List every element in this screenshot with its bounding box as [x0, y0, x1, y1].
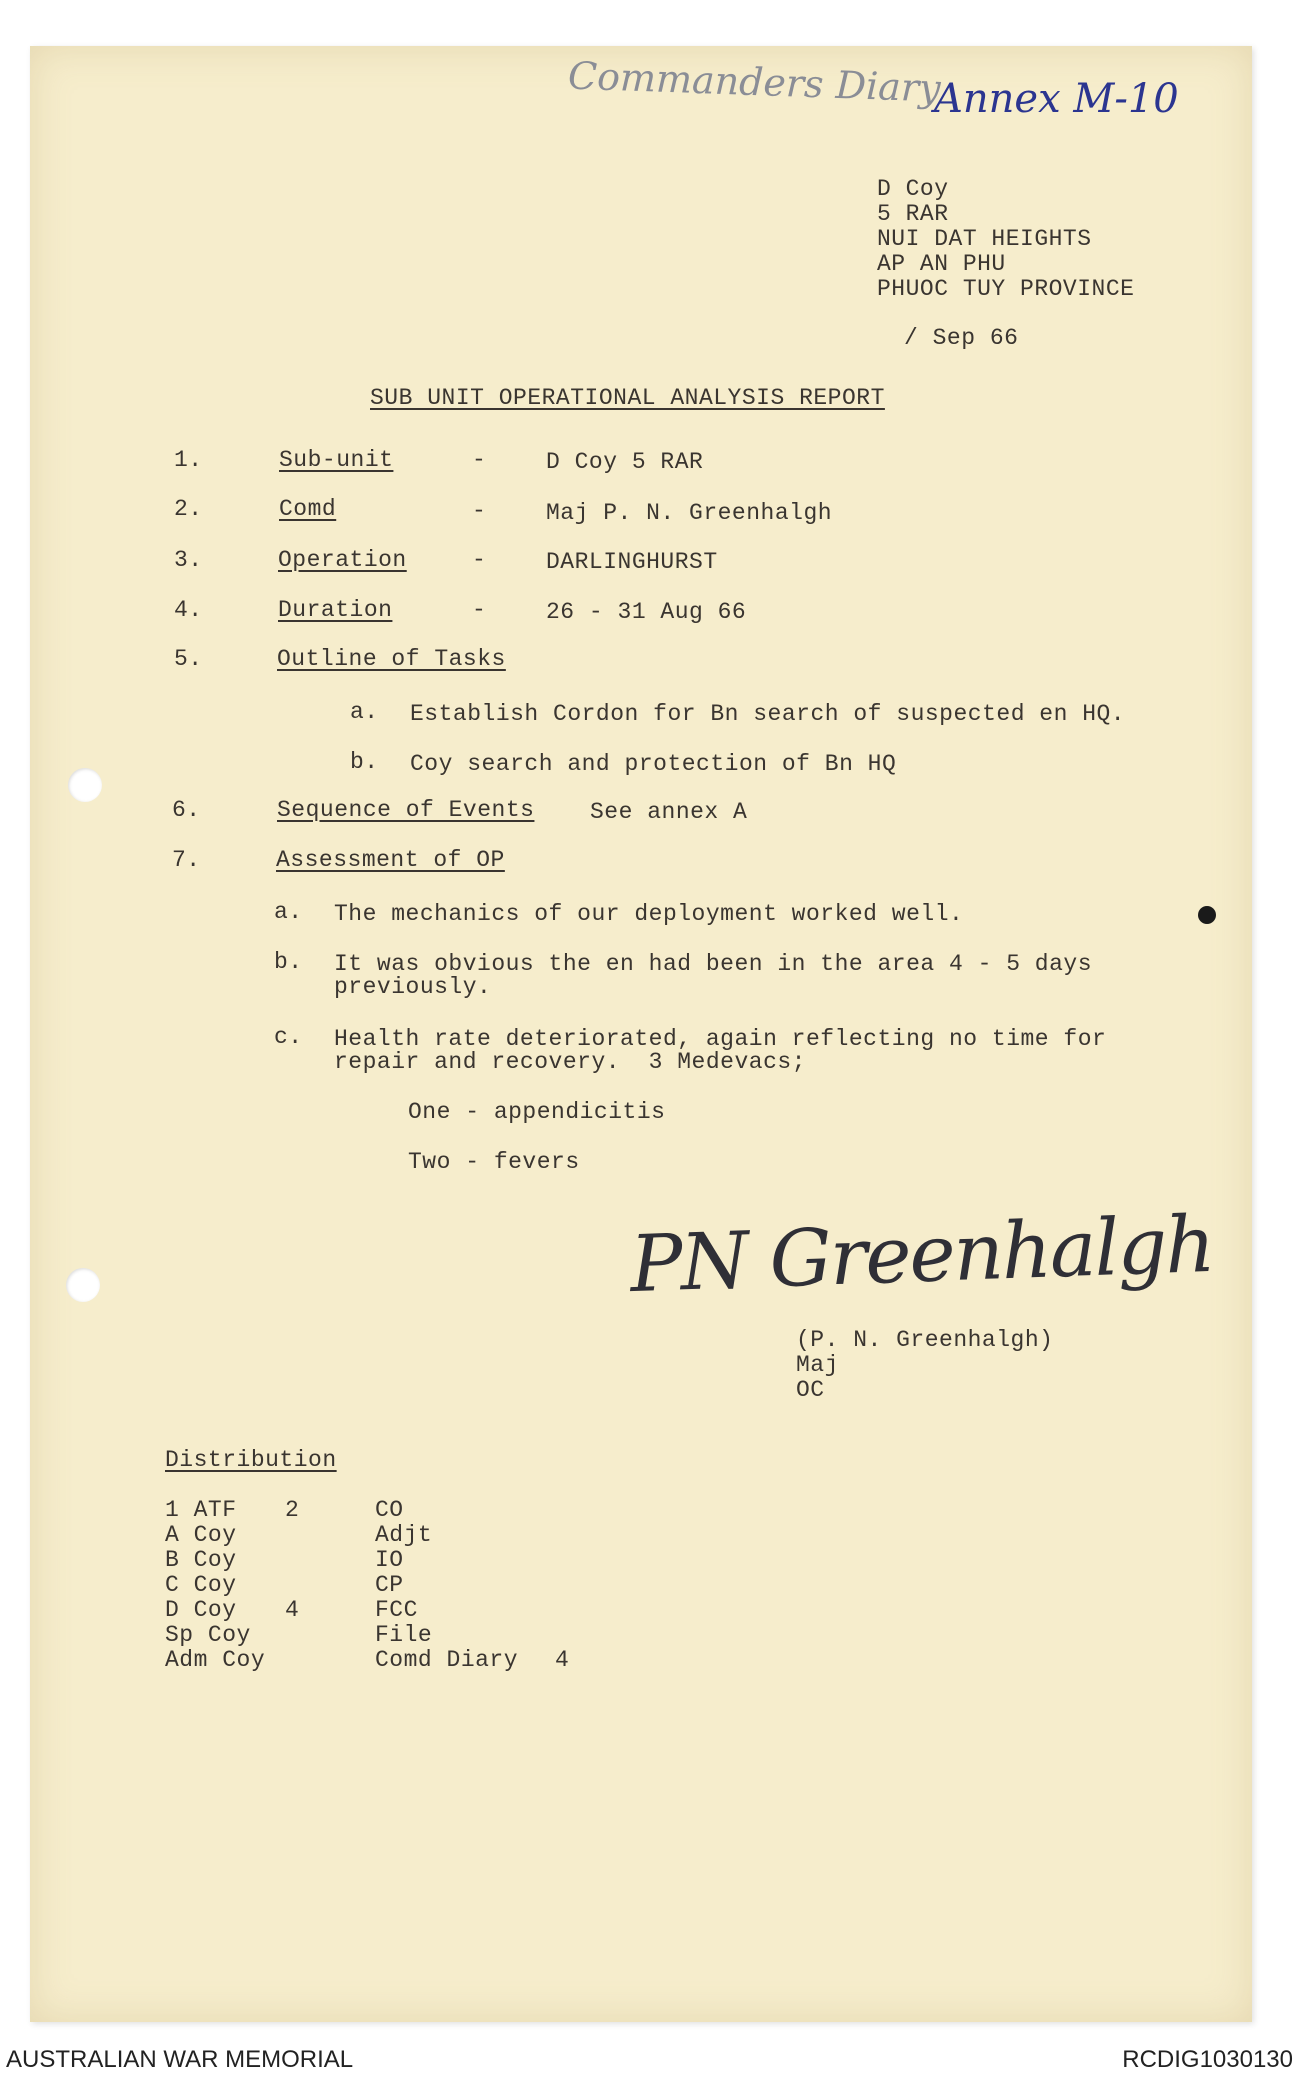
distribution-count	[555, 1523, 569, 1548]
item-label: Duration	[278, 597, 393, 623]
report-title: SUB UNIT OPERATIONAL ANALYSIS REPORT	[370, 385, 885, 411]
item-label: Sequence of Events	[277, 797, 535, 823]
item-number: 6.	[172, 797, 201, 823]
item-label: Sub-unit	[279, 447, 394, 473]
distribution-count	[285, 1623, 299, 1648]
footer-archive-name: AUSTRALIAN WAR MEMORIAL	[6, 2046, 354, 2073]
footer-record-id: RCDIG1030130	[1122, 2046, 1293, 2073]
subitem-text: Establish Cordon for Bn search of suspected en HQ.	[410, 701, 1126, 727]
distribution-col2-counts	[555, 1498, 569, 1673]
distribution-col1-counts	[285, 1498, 299, 1673]
item-separator: -	[472, 597, 487, 623]
subitem-text: Coy search and protection of Bn HQ	[410, 751, 897, 777]
item-value: DARLINGHURST	[546, 549, 718, 575]
item-number: 7.	[172, 847, 201, 873]
distribution-entry: D Coy	[165, 1597, 237, 1623]
distribution-entry: B Coy	[165, 1547, 237, 1573]
distribution-col1	[165, 1498, 265, 1673]
document-date: / Sep 66	[904, 325, 1019, 351]
address-line: NUI DAT HEIGHTS	[877, 226, 1092, 252]
address-line: 5 RAR	[877, 201, 949, 227]
item-value: 26 - 31 Aug 66	[546, 599, 747, 625]
distribution-entry: C Coy	[165, 1572, 237, 1598]
item-label: Outline of Tasks	[277, 646, 506, 672]
subitem-letter: c.	[274, 1024, 303, 1050]
distribution-entry: A Coy	[165, 1522, 237, 1548]
distribution-col2	[375, 1498, 518, 1673]
item-number: 4.	[174, 597, 203, 623]
subitem-text: previously.	[334, 974, 492, 1000]
distribution-entry: File	[375, 1622, 433, 1648]
subitem-letter: a.	[350, 699, 379, 725]
distribution-entry: FCC	[375, 1597, 418, 1623]
distribution-count	[555, 1598, 569, 1623]
distribution-count	[285, 1523, 299, 1548]
subitem-letter: a.	[274, 899, 303, 925]
item-label: Comd	[279, 496, 337, 522]
item-number: 1.	[174, 447, 203, 473]
distribution-count: 4	[285, 1597, 300, 1623]
subitem-letter: b.	[350, 749, 379, 775]
item-number: 5.	[174, 646, 203, 672]
item-separator: -	[472, 447, 487, 473]
distribution-count	[555, 1548, 569, 1573]
item-value: See annex A	[590, 799, 748, 825]
punch-hole-upper	[68, 768, 102, 802]
distribution-entry: CP	[375, 1572, 404, 1598]
distribution-count	[285, 1648, 299, 1673]
distribution-count	[555, 1573, 569, 1598]
punch-hole-lower	[66, 1268, 100, 1302]
distribution-count: 2	[285, 1497, 300, 1523]
subitem-text: The mechanics of our deployment worked well.	[334, 901, 964, 927]
distribution-count	[555, 1498, 569, 1523]
distribution-entry: IO	[375, 1547, 404, 1573]
item-label: Operation	[278, 547, 407, 573]
distribution-count: 4	[555, 1647, 570, 1673]
address-line: AP AN PHU	[877, 251, 1006, 277]
distribution-entry: Adm Coy	[165, 1647, 266, 1673]
item-separator: -	[472, 547, 487, 573]
distribution-count	[555, 1623, 569, 1648]
distribution-entry: 1 ATF	[165, 1497, 237, 1523]
distribution-count	[285, 1573, 299, 1598]
ink-blot	[1198, 906, 1216, 924]
signature-role: OC	[796, 1377, 825, 1403]
medevac-line: Two - fevers	[408, 1149, 580, 1175]
distribution-entry: Adjt	[375, 1522, 433, 1548]
item-separator: -	[472, 498, 487, 524]
subitem-text: Health rate deteriorated, again reflecting no time for	[334, 1026, 1107, 1052]
address-line: D Coy	[877, 176, 949, 202]
medevac-line: One - appendicitis	[408, 1099, 666, 1125]
signature-name: (P. N. Greenhalgh)	[796, 1327, 1054, 1353]
distribution-entry: CO	[375, 1497, 404, 1523]
distribution-entry: Sp Coy	[165, 1622, 251, 1648]
subitem-text: It was obvious the en had been in the area 4 - 5 days	[334, 951, 1093, 977]
item-label: Assessment of OP	[276, 847, 505, 873]
distribution-heading: Distribution	[165, 1447, 337, 1473]
signature-scrawl: PN Greenhalgh	[628, 1199, 1215, 1311]
address-line: PHUOC TUY PROVINCE	[877, 276, 1135, 302]
subitem-letter: b.	[274, 949, 303, 975]
signature-rank: Maj	[796, 1352, 839, 1378]
pencil-annotation: Commanders Diary	[567, 53, 942, 111]
item-number: 3.	[174, 547, 203, 573]
item-value: D Coy 5 RAR	[546, 449, 704, 475]
distribution-entry: Comd Diary	[375, 1647, 519, 1673]
address-block	[877, 177, 1134, 302]
distribution-count	[285, 1548, 299, 1573]
subitem-text: repair and recovery. 3 Medevacs;	[334, 1049, 806, 1075]
item-value: Maj P. N. Greenhalgh	[546, 500, 833, 526]
item-number: 2.	[174, 496, 203, 522]
ink-annotation: Annex M-10	[934, 76, 1179, 122]
